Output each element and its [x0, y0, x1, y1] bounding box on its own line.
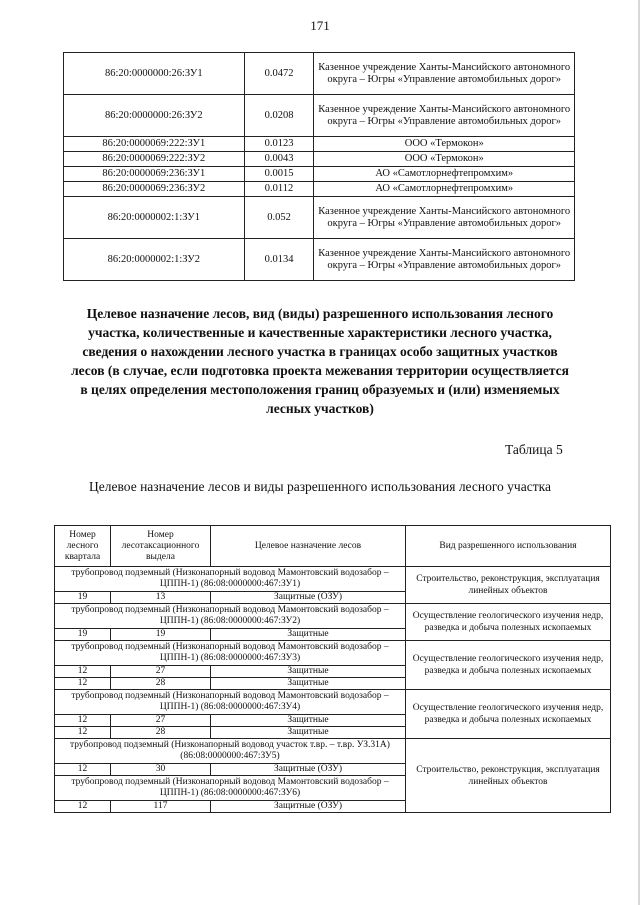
header-purpose: Целевое назначение лесов [211, 526, 406, 567]
usage-type: Осуществление геологического изучения недр, разведка и добыча полезных ископаемых [406, 641, 611, 690]
usage-type: Осуществление геологического изучения недр, разведка и добыча полезных ископаемых [406, 690, 611, 739]
table-title: Целевое назначение лесов и виды разрешенного использования лесного участка [89, 479, 551, 494]
object-row [55, 604, 611, 629]
forest-purpose: Защитные (ОЗУ) [211, 592, 406, 604]
object-description: трубопровод подземный (Низконапорный водовод Мамонтовский водозабор – ЦППН-1) (86:08:0000000:467:ЗУ3) [55, 641, 406, 666]
plot-area: 0.0123 [244, 137, 314, 152]
cadastral-number: 86:20:0000000:26:ЗУ2 [64, 95, 245, 137]
allotment-number: 27 [111, 666, 211, 678]
allotment-number: 13 [111, 592, 211, 604]
forest-purpose-table [54, 525, 611, 813]
plot-owner: Казенное учреждение Ханты-Мансийского автономного округа – Югры «Управление автомобильных дорог» [314, 239, 575, 281]
object-row [55, 641, 611, 666]
forest-purpose: Защитные (ОЗУ) [211, 764, 406, 776]
table-label: Таблица 5 [505, 442, 563, 457]
cadastral-number: 86:20:0000069:236:ЗУ2 [64, 182, 245, 197]
forest-purpose: Защитные [211, 715, 406, 727]
forest-purpose: Защитные [211, 678, 406, 690]
table-row [64, 152, 575, 167]
quarter-number: 19 [55, 629, 111, 641]
quarter-number: 12 [55, 727, 111, 739]
table-row [64, 197, 575, 239]
plot-owner: ООО «Термокон» [314, 152, 575, 167]
table-row [64, 182, 575, 197]
plot-area: 0.052 [244, 197, 314, 239]
plot-owner: Казенное учреждение Ханты-Мансийского автономного округа – Югры «Управление автомобильных дорог» [314, 95, 575, 137]
allotment-number: 28 [111, 727, 211, 739]
usage-type: Строительство, реконструкция, эксплуатация линейных объектов [406, 739, 611, 813]
plot-owner: ООО «Термокон» [314, 137, 575, 152]
page-number: 171 [310, 18, 330, 33]
table-row [64, 137, 575, 152]
quarter-number: 12 [55, 715, 111, 727]
table-row [64, 95, 575, 137]
quarter-number: 12 [55, 764, 111, 776]
object-description: трубопровод подземный (Низконапорный водовод Мамонтовский водозабор – ЦППН-1) (86:08:0000000:467:ЗУ2) [55, 604, 406, 629]
cadastral-number: 86:20:0000069:222:ЗУ2 [64, 152, 245, 167]
object-row [55, 567, 611, 592]
header-allotment: Номер лесотаксационного выдела [111, 526, 211, 567]
object-description: трубопровод подземный (Низконапорный водовод Мамонтовский водозабор – ЦППН-1) (86:08:0000000:467:ЗУ4) [55, 690, 406, 715]
quarter-number: 12 [55, 678, 111, 690]
usage-type: Строительство, реконструкция, эксплуатация линейных объектов [406, 567, 611, 604]
object-row [55, 690, 611, 715]
forest-purpose: Защитные (ОЗУ) [211, 801, 406, 813]
allotment-number: 28 [111, 678, 211, 690]
object-description: трубопровод подземный (Низконапорный водовод Мамонтовский водозабор – ЦППН-1) (86:08:0000000:467:ЗУ6) [55, 776, 406, 801]
plot-area: 0.0112 [244, 182, 314, 197]
forest-purpose: Защитные [211, 727, 406, 739]
plot-area: 0.0472 [244, 53, 314, 95]
forest-purpose: Защитные [211, 629, 406, 641]
section-heading: Целевое назначение лесов, вид (виды) разрешенного использования лесного участка, количественные и качественные характеристики лесного участка, сведения о нахождении лесного участка в границах особо защитных участков лесов (в случае, если подготовка проекта межевания территории осуществляется в целях определения местоположения границ образуемых и (или) изменяемых лесных участков) [71, 306, 569, 416]
cadastral-number: 86:20:0000002:1:ЗУ2 [64, 239, 245, 281]
plot-area: 0.0134 [244, 239, 314, 281]
plot-owner: АО «Самотлорнефтепромхим» [314, 182, 575, 197]
quarter-number: 12 [55, 666, 111, 678]
plot-area: 0.0015 [244, 167, 314, 182]
cadastral-number: 86:20:0000069:222:ЗУ1 [64, 137, 245, 152]
object-description: трубопровод подземный (Низконапорный водовод участок т.вр. – т.вр. УЗ.31А) (86:08:0000000:467:ЗУ5) [55, 739, 406, 764]
plot-owner: АО «Самотлорнефтепромхим» [314, 167, 575, 182]
table-row [64, 53, 575, 95]
header-usage: Вид разрешенного использования [406, 526, 611, 567]
plot-owner: Казенное учреждение Ханты-Мансийского автономного округа – Югры «Управление автомобильных дорог» [314, 197, 575, 239]
table-header-row [55, 526, 611, 567]
plot-area: 0.0043 [244, 152, 314, 167]
allotment-number: 19 [111, 629, 211, 641]
allotment-number: 117 [111, 801, 211, 813]
header-quarter: Номер лесного квартала [55, 526, 111, 567]
plot-owner: Казенное учреждение Ханты-Мансийского автономного округа – Югры «Управление автомобильных дорог» [314, 53, 575, 95]
quarter-number: 19 [55, 592, 111, 604]
allotment-number: 27 [111, 715, 211, 727]
cadastral-number: 86:20:0000000:26:ЗУ1 [64, 53, 245, 95]
object-row [55, 739, 611, 764]
quarter-number: 12 [55, 801, 111, 813]
usage-type: Осуществление геологического изучения недр, разведка и добыча полезных ископаемых [406, 604, 611, 641]
table-row [64, 167, 575, 182]
object-description: трубопровод подземный (Низконапорный водовод Мамонтовский водозабор – ЦППН-1) (86:08:0000000:467:ЗУ1) [55, 567, 406, 592]
land-plots-table [63, 52, 575, 281]
plot-area: 0.0208 [244, 95, 314, 137]
forest-purpose: Защитные [211, 666, 406, 678]
table-row [64, 239, 575, 281]
cadastral-number: 86:20:0000069:236:ЗУ1 [64, 167, 245, 182]
allotment-number: 30 [111, 764, 211, 776]
cadastral-number: 86:20:0000002:1:ЗУ1 [64, 197, 245, 239]
